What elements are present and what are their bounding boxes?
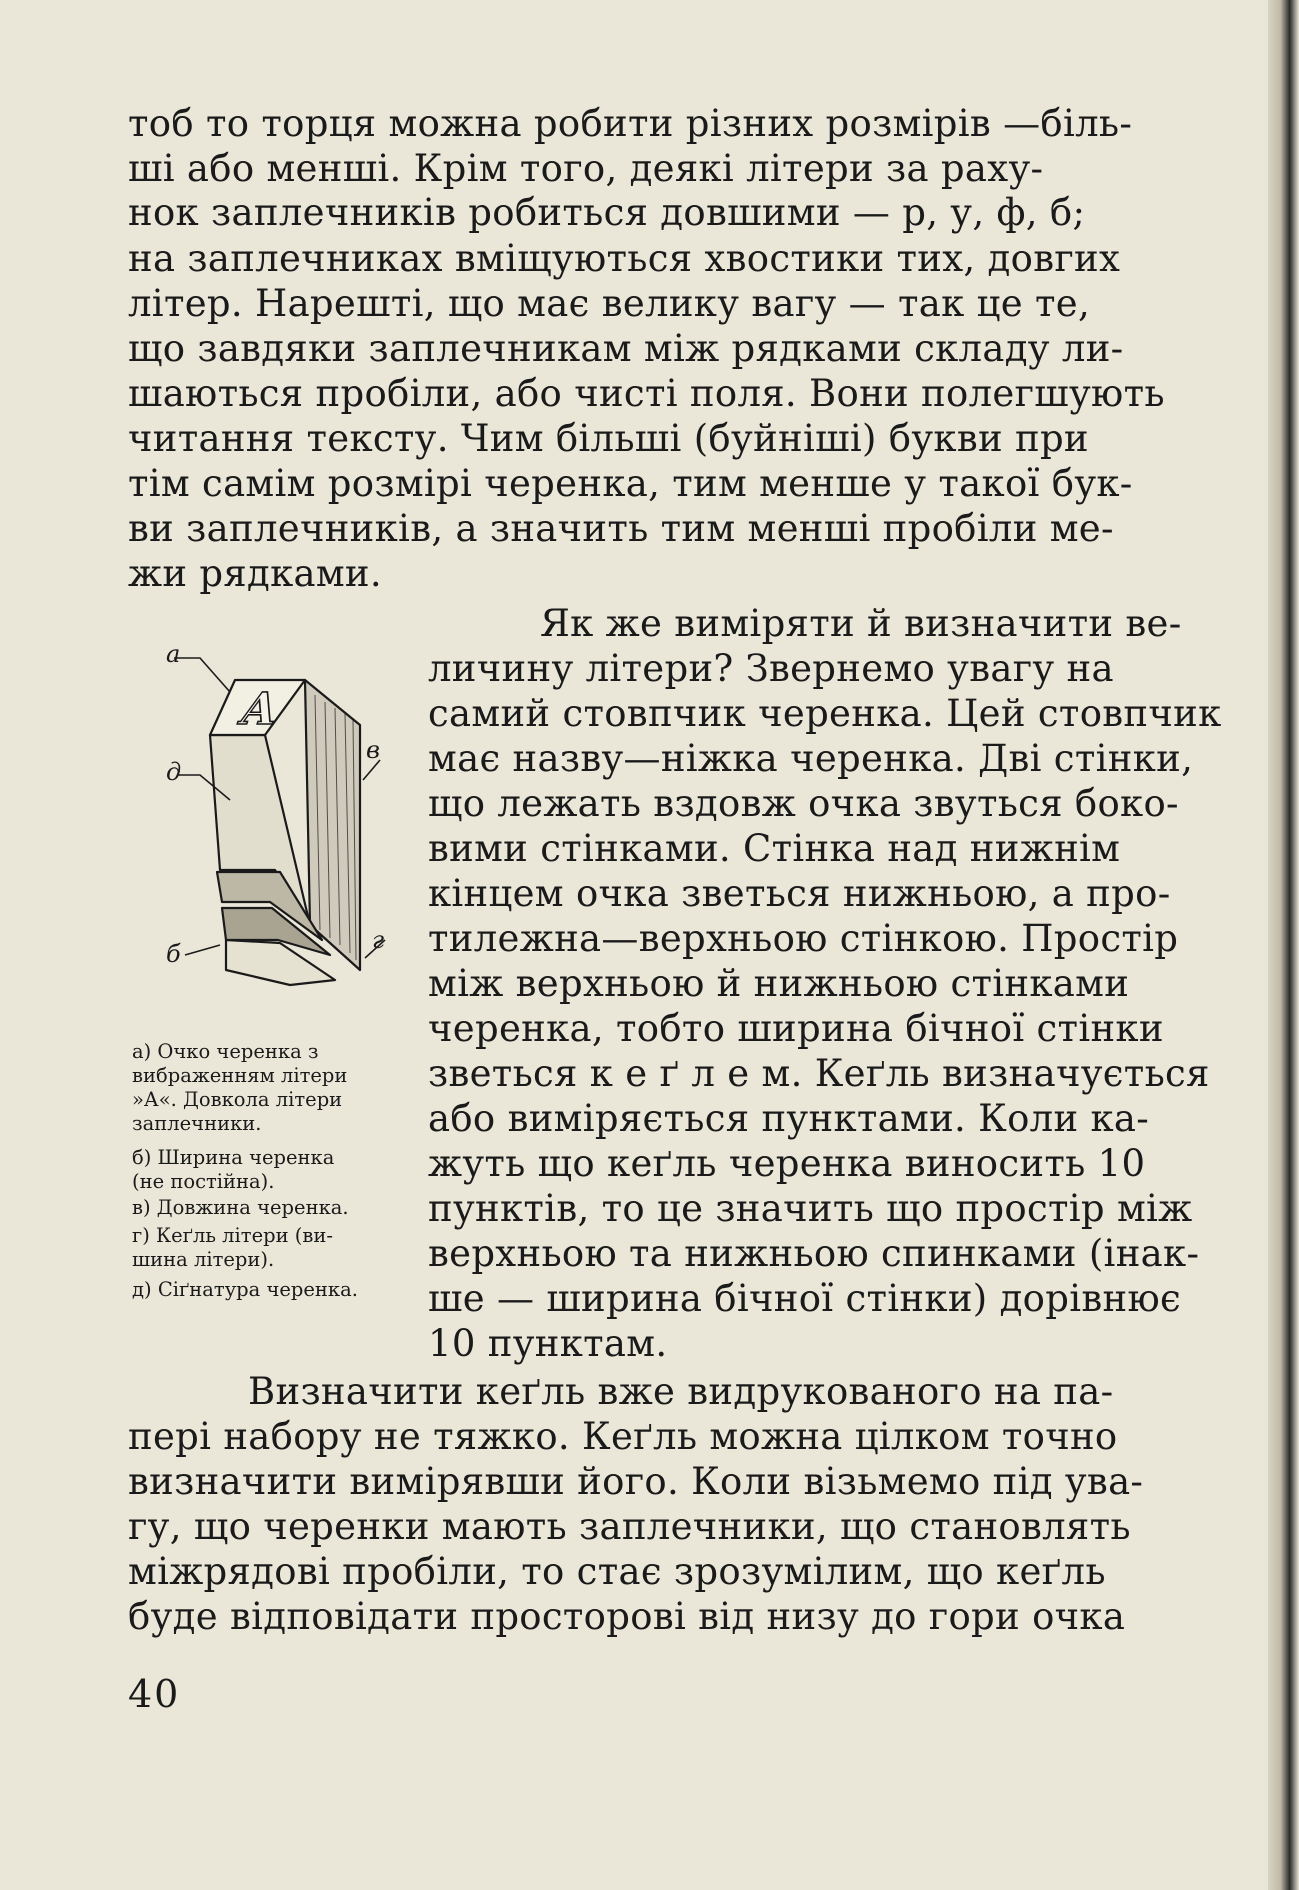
label-g: г bbox=[372, 926, 385, 954]
body-line: тоб то торця можна робити різних розмірів —біль- bbox=[128, 102, 1133, 145]
side-text-line: черенка, тобто ширина бічної стінки bbox=[428, 1007, 1164, 1050]
side-text-line: зветься к е ґ л е м. Кеґль визначується bbox=[428, 1052, 1210, 1095]
body-line: ші або менші. Крім того, деякі літери за раху- bbox=[128, 147, 1044, 190]
body-line: ви заплечників, а значить тим менші пробіли ме- bbox=[128, 507, 1114, 550]
figure-caption-line: г) Кеґль літери (ви- bbox=[132, 1224, 333, 1247]
body-line: гу, що черенки мають заплечники, що становлять bbox=[128, 1505, 1131, 1548]
label-b: б bbox=[166, 940, 181, 968]
body-line: літер. Нарешті, що має велику вагу — так це те, bbox=[128, 282, 1091, 325]
body-line: читання тексту. Чим більші (буйніші) букви при bbox=[128, 417, 1089, 460]
figure-caption-line: шина літери). bbox=[132, 1248, 275, 1271]
side-text-line: верхньою та нижньою спинками (інак- bbox=[428, 1232, 1200, 1275]
figure-caption-line: заплечники. bbox=[132, 1112, 262, 1135]
label-v: в bbox=[366, 736, 380, 764]
label-d: д bbox=[166, 758, 182, 786]
side-text-line: між верхньою й нижньою стінками bbox=[428, 962, 1130, 1005]
body-line: нок заплечників робиться довшими — р, у, ф, б; bbox=[128, 191, 1086, 234]
body-line: міжрядові пробіли, то стає зрозумілим, що кеґль bbox=[128, 1550, 1106, 1593]
figure-caption-line: б) Ширина черенка bbox=[132, 1146, 335, 1169]
figure-caption-line: (не постійна). bbox=[132, 1170, 275, 1193]
figure-caption-line: вибраженням літери bbox=[132, 1064, 348, 1087]
side-text-line: вими стінками. Стінка над нижнім bbox=[428, 827, 1121, 870]
side-text-line: ше — ширина бічної стінки) дорівнює bbox=[428, 1277, 1181, 1320]
side-text-line: личину літери? Звернемо увагу на bbox=[428, 647, 1114, 690]
figure-caption-line: в) Довжина черенка. bbox=[132, 1196, 349, 1219]
type-sort-illustration bbox=[160, 640, 390, 1000]
side-text-line: кінцем очка зветься нижньою, а про- bbox=[428, 872, 1171, 915]
figure-caption-line: а) Очко черенка з bbox=[132, 1040, 319, 1063]
side-text-line: пунктів, то це значить що простір між bbox=[428, 1187, 1193, 1230]
side-text-line: що лежать вздовж очка звуться боко- bbox=[428, 782, 1179, 825]
label-a: а bbox=[166, 640, 181, 668]
figure-caption-line: »А«. Довкола літери bbox=[132, 1088, 343, 1111]
body-line: що завдяки заплечникам між рядками складу ли- bbox=[128, 327, 1124, 370]
side-text-line: жуть що кеґль черенка виносить 10 bbox=[428, 1142, 1146, 1185]
body-line: Визначити кеґль вже видрукованого на па- bbox=[248, 1370, 1114, 1413]
glyph-letter: А bbox=[233, 683, 286, 735]
side-text-line: тилежна—верхньою стінкою. Простір bbox=[428, 917, 1179, 960]
body-line: буде відповідати просторові від низу до гори очка bbox=[128, 1595, 1126, 1638]
book-gutter-edge bbox=[1268, 0, 1299, 1890]
body-line: шаються пробіли, або чисті поля. Вони полегшують bbox=[128, 372, 1165, 415]
page-number: 40 bbox=[128, 1672, 181, 1716]
side-text-line: або виміряється пунктами. Коли ка- bbox=[428, 1097, 1150, 1140]
body-line: пері набору не тяжко. Кеґль можна цілком точно bbox=[128, 1415, 1118, 1458]
body-line: на заплечниках вміщуються хвостики тих, довгих bbox=[128, 237, 1121, 280]
body-line: тім самім розмірі черенка, тим менше у такої бук- bbox=[128, 462, 1133, 505]
side-text-line: 10 пунктам. bbox=[428, 1322, 668, 1365]
side-text-line: Як же виміряти й визначити ве- bbox=[540, 602, 1182, 645]
side-text-line: має назву—ніжка черенка. Дві стінки, bbox=[428, 737, 1194, 780]
body-line: жи рядками. bbox=[128, 552, 382, 595]
figure-caption-line: д) Сіґнатура черенка. bbox=[132, 1278, 358, 1301]
side-text-line: самий стовпчик черенка. Цей стовпчик bbox=[428, 692, 1222, 735]
body-line: визначити вимірявши його. Коли візьмемо під ува- bbox=[128, 1460, 1144, 1503]
